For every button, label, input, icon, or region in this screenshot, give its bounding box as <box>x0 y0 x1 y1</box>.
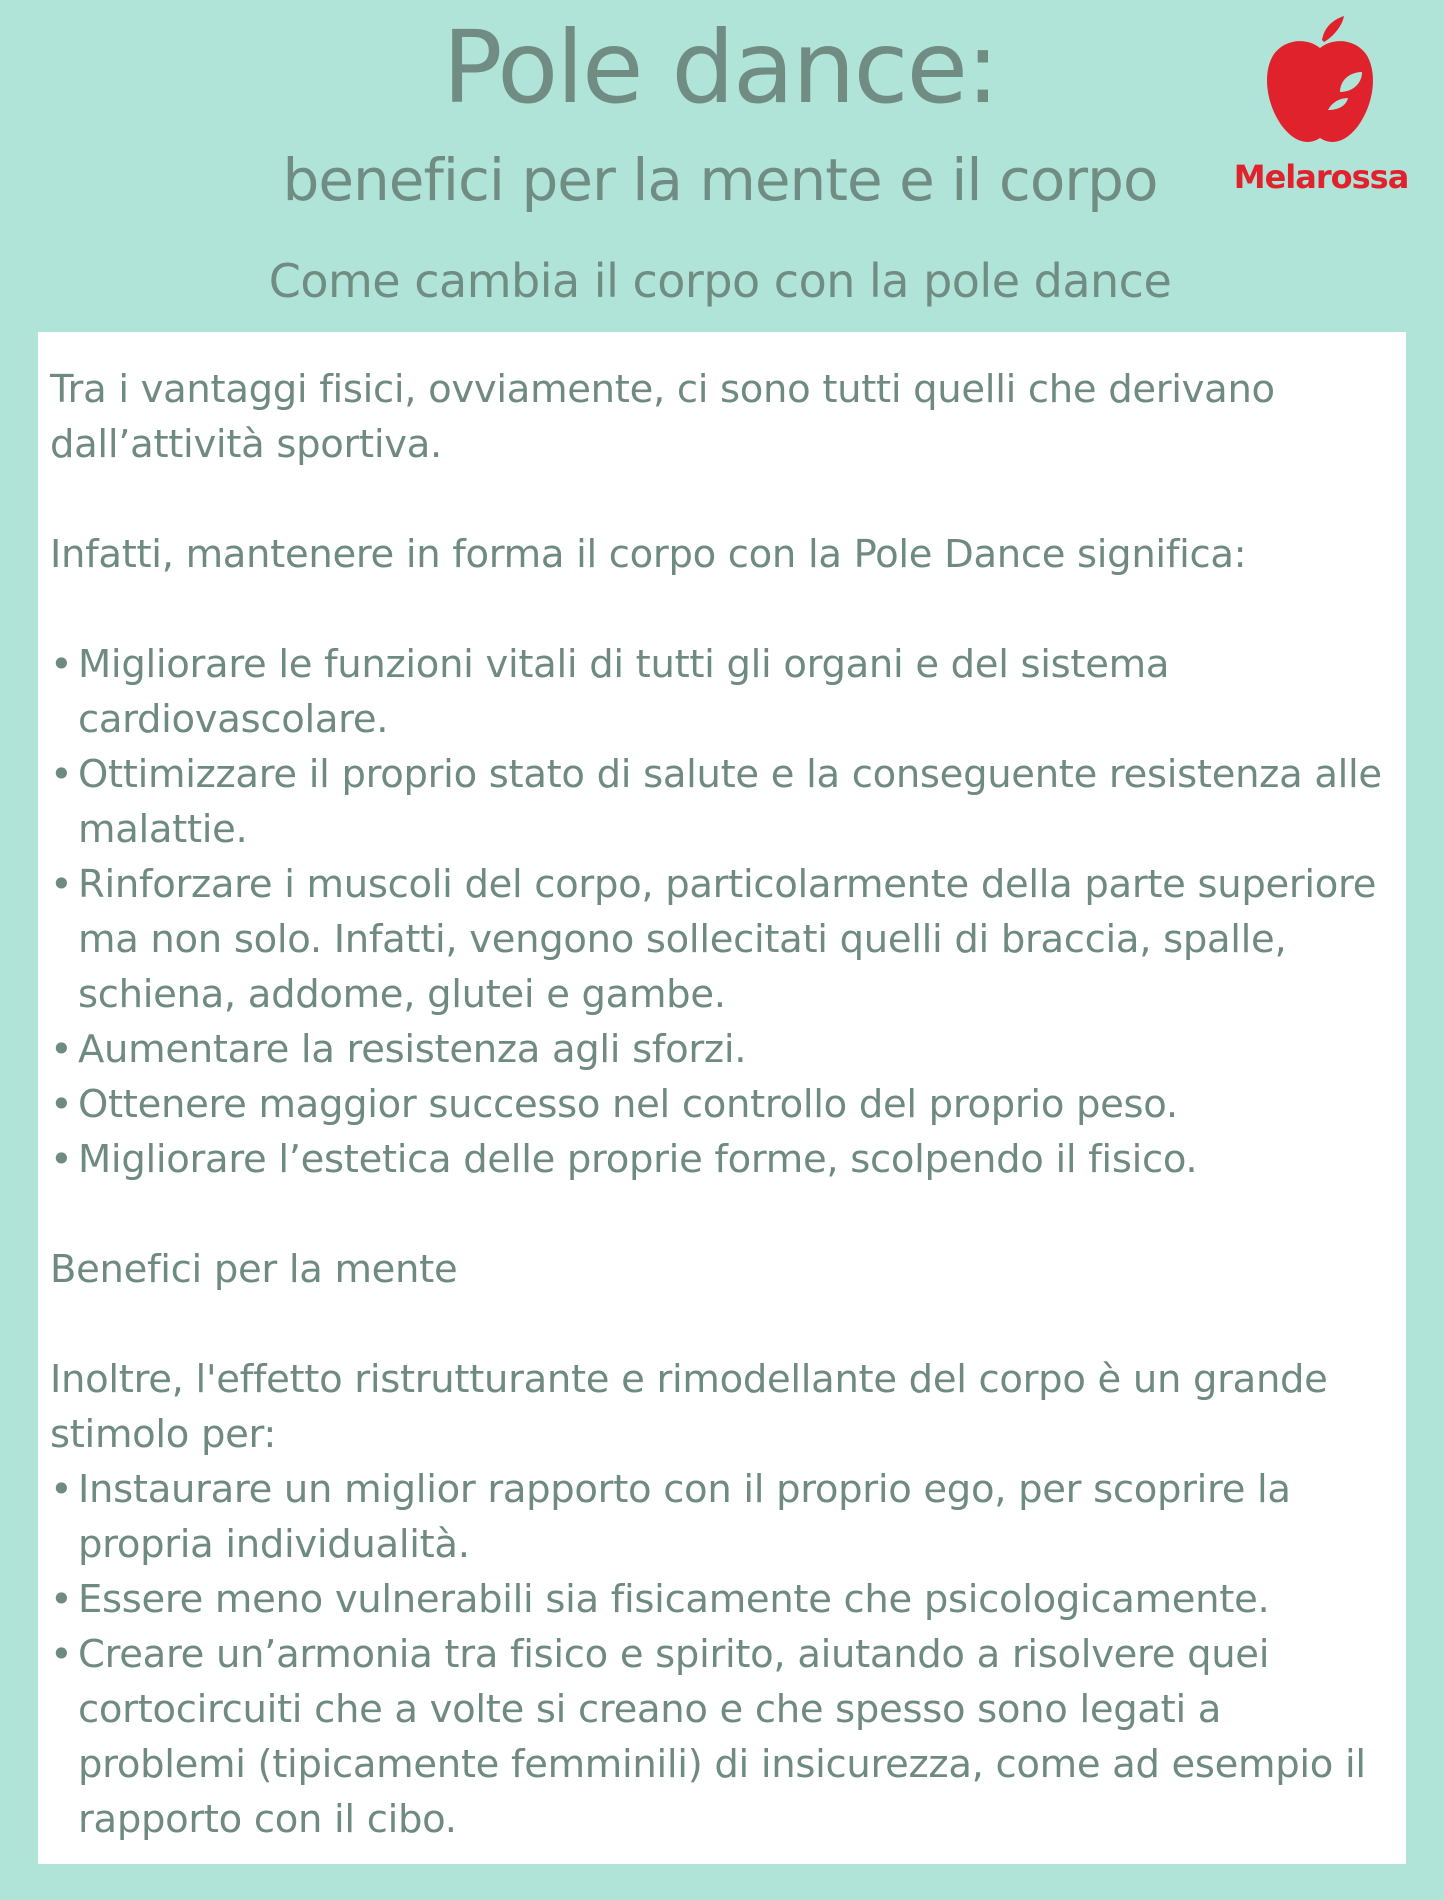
brand-logo <box>1226 10 1416 205</box>
list-item: • Instaurare un miglior rapporto con il proprio ego, per scoprire la propria individualità. <box>50 1467 1291 1567</box>
page-subtitle: benefici per la mente e il corpo <box>282 146 1158 214</box>
list-item: • Essere meno vulnerabili sia fisicamente che psicologicamente. <box>50 1577 1270 1622</box>
mind-benefits-list <box>50 1462 1392 1847</box>
apple-icon <box>1262 10 1378 150</box>
list-item: • Ottimizzare il proprio stato di salute e la conseguente resistenza alle malattie. <box>50 752 1382 852</box>
section-heading: Come cambia il corpo con la pole dance <box>268 254 1172 308</box>
list-item: • Migliorare le funzioni vitali di tutti gli organi e del sistema cardiovascolare. <box>50 642 1170 742</box>
brand-name: Melarossa <box>1233 158 1409 196</box>
content-card <box>38 332 1406 1864</box>
page-title: Pole dance: <box>442 9 998 126</box>
list-item: • Creare un’armonia tra fisico e spirito, aiutando a risolvere quei cortocircuiti che a volte si creano e che spesso sono legati a problemi (tipicamente femminili) di insicurezza, come ad esempio il rapporto con il cibo. <box>50 1632 1366 1842</box>
mind-lead-paragraph: Inoltre, l'effetto ristrutturante e rimodellante del corpo è un grande stimolo per: <box>50 1357 1328 1457</box>
body-lead-paragraph: Infatti, mantenere in forma il corpo con la Pole Dance significa: <box>50 532 1247 577</box>
list-item: • Rinforzare i muscoli del corpo, particolarmente della parte superiore ma non solo. Infatti, vengono sollecitati quelli di braccia, spalle, schiena, addome, glutei e gambe. <box>50 862 1377 1017</box>
list-item: • Aumentare la resistenza agli sforzi. <box>50 1027 747 1072</box>
intro-paragraph: Tra i vantaggi fisici, ovviamente, ci sono tutti quelli che derivano dall’attività sportiva. <box>50 367 1275 467</box>
header <box>0 0 1444 330</box>
body-benefits-list <box>50 637 1392 1187</box>
list-item: • Migliorare l’estetica delle proprie forme, scolpendo il fisico. <box>50 1137 1198 1182</box>
list-item: • Ottenere maggior successo nel controllo del proprio peso. <box>50 1082 1178 1127</box>
mind-heading: Benefici per la mente <box>50 1247 458 1292</box>
